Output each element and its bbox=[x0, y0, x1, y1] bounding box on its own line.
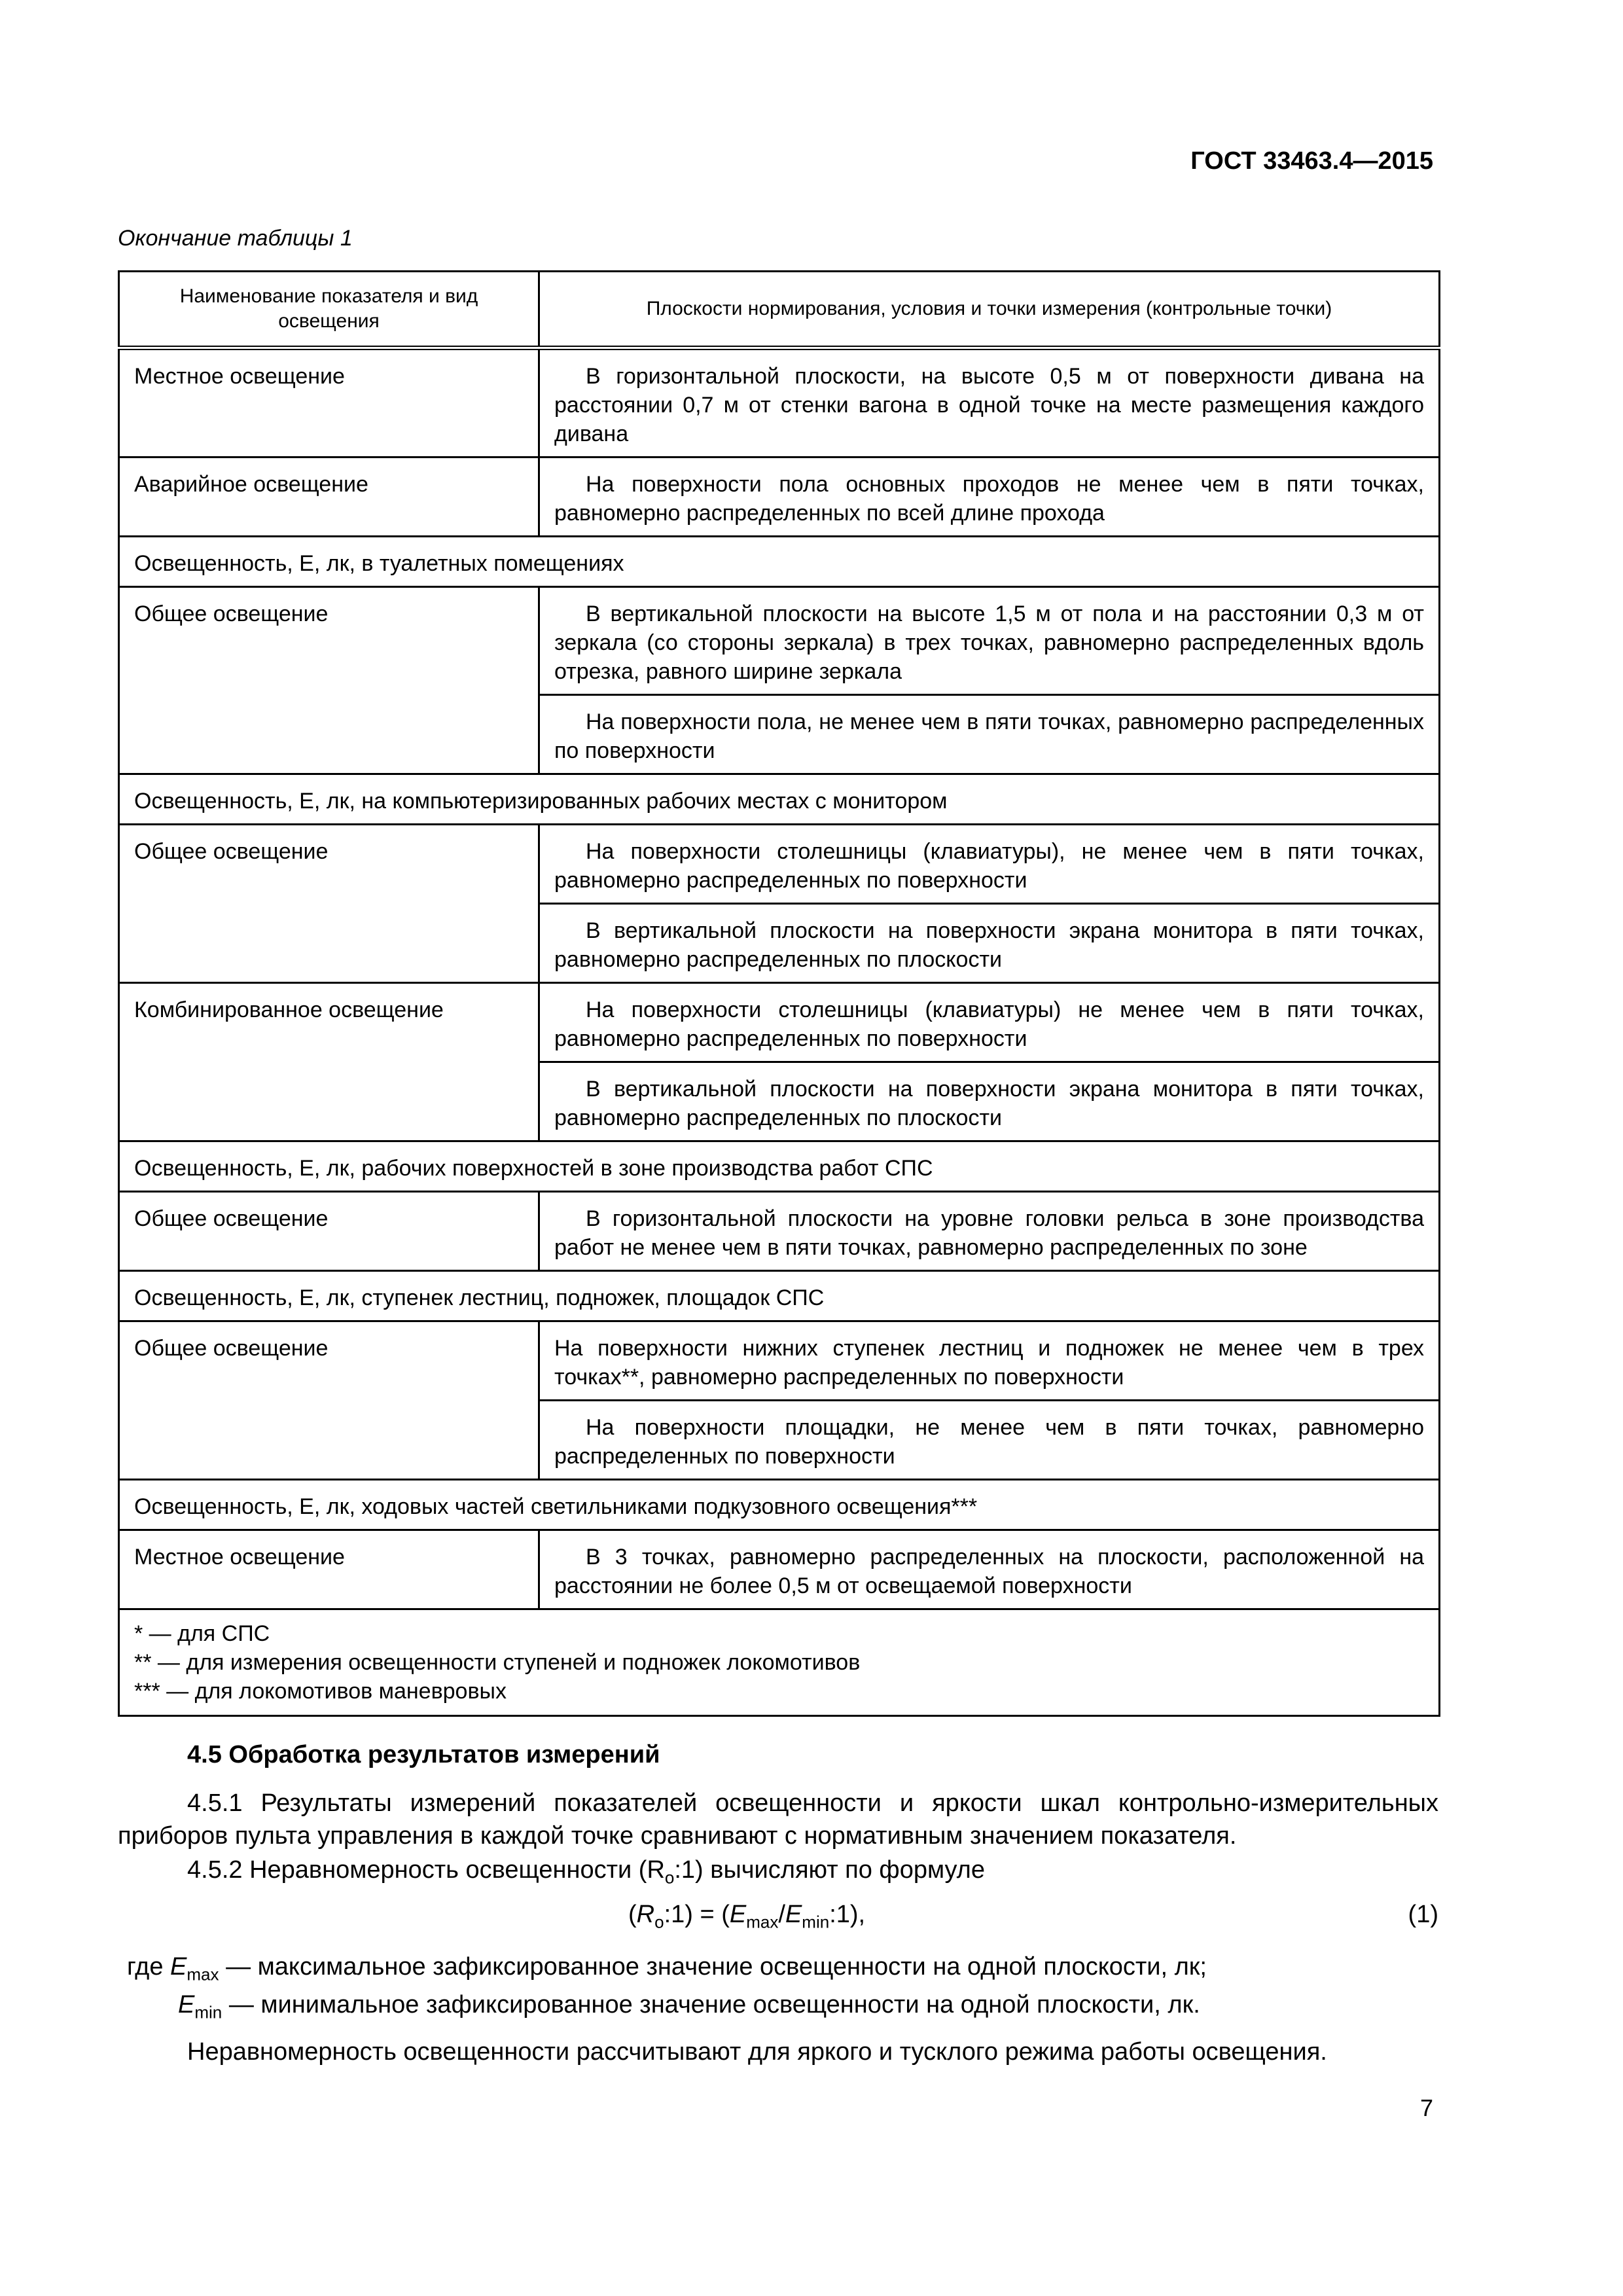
formula-number: (1) bbox=[1408, 1901, 1438, 1928]
standard-code: ГОСТ 33463.4—2015 bbox=[1190, 147, 1433, 175]
emin-definition: — минимальное зафиксированное значение освещенности на одной плоскости, лк. bbox=[222, 1991, 1200, 2018]
table-row bbox=[119, 457, 1440, 537]
table-footnotes bbox=[119, 1609, 1440, 1716]
row-name: Общее освещение bbox=[119, 1321, 539, 1480]
row-name: Общее освещение bbox=[119, 587, 539, 774]
col-header-conditions: Плоскости нормирования, условия и точки измерения (контрольные точки) bbox=[539, 272, 1440, 348]
table-row bbox=[119, 1192, 1440, 1271]
emax-symbol: E bbox=[170, 1953, 187, 1981]
table-row bbox=[119, 348, 1440, 457]
footnote: ** — для измерения освещенности ступеней и подножек локомотивов bbox=[134, 1650, 861, 1675]
where-lead: где bbox=[127, 1953, 164, 1981]
row-name: Местное освещение bbox=[119, 348, 539, 457]
row-desc: В вертикальной плоскости на поверхности экрана монитора в пяти точках, равномерно распределенных по плоскости bbox=[539, 904, 1440, 983]
row-name: Аварийное освещение bbox=[119, 457, 539, 537]
row-desc: В горизонтальной плоскости на уровне головки рельса в зоне производства работ не менее чем в пяти точках, равномерно распределенных по зоне bbox=[539, 1192, 1440, 1271]
section-row bbox=[119, 774, 1440, 825]
section-row-label: Освещенность, Е, лк, рабочих поверхностей в зоне производства работ СПС bbox=[119, 1141, 1440, 1192]
table-row bbox=[119, 1321, 1440, 1401]
measurement-table bbox=[118, 270, 1440, 1717]
page-number: 7 bbox=[1419, 2094, 1433, 2121]
section-row bbox=[119, 1141, 1440, 1192]
section-row-label: Освещенность, Е, лк, ступенек лестниц, подножек, площадок СПС bbox=[119, 1271, 1440, 1321]
section-row bbox=[119, 537, 1440, 587]
emax-definition: — максимальное зафиксированное значение освещенности на одной плоскости, лк; bbox=[219, 1953, 1207, 1981]
table-header-row bbox=[119, 272, 1440, 348]
paragraph-4-5-2 bbox=[118, 1854, 1438, 1894]
footnotes-row bbox=[119, 1609, 1440, 1716]
paragraph-text: :1) вычисляют по формуле bbox=[674, 1856, 985, 1884]
where-emax: где $E_{max}$ — максимальное зафиксированное значение освещенности на одной плоскости, лк; bbox=[118, 1949, 1438, 1992]
subscript: o bbox=[664, 1867, 675, 1888]
row-desc: В горизонтальной плоскости, на высоте 0,5 м от поверхности дивана на расстоянии 0,7 м от стенки вагона в одной точке на месте размещения каждого дивана bbox=[539, 348, 1440, 457]
row-desc: На поверхности столешницы (клавиатуры) не менее чем в пяти точках, равномерно распределенных по поверхности bbox=[539, 983, 1440, 1062]
row-desc: На поверхности нижних ступенек лестниц и подножек не менее чем в трех точках**, равномерно распределенных по поверхности bbox=[539, 1321, 1440, 1401]
row-name: Общее освещение bbox=[119, 1192, 539, 1271]
table-row bbox=[119, 587, 1440, 695]
section-row-label: Освещенность, Е, лк, в туалетных помещениях bbox=[119, 537, 1440, 587]
formula-expression: $(R_o:1)$ = $(E_{max}/E_{min}:1)$, bbox=[628, 1901, 866, 1932]
row-desc: В вертикальной плоскости на высоте 1,5 м от пола и на расстоянии 0,3 м от зеркала (со стороны зеркала) в трех точках, равномерно распределенных вдоль отрезка, равного ширине зеркала bbox=[539, 587, 1440, 695]
table-row bbox=[119, 825, 1440, 904]
row-name: Общее освещение bbox=[119, 825, 539, 983]
paragraph-text: 4.5.2 Неравномерность освещенности (R bbox=[187, 1856, 665, 1884]
col-header-indicator: Наименование показателя и вид освещения bbox=[119, 272, 539, 348]
table-row bbox=[119, 983, 1440, 1062]
row-desc: В 3 точках, равномерно распределенных на плоскости, расположенной на расстоянии не более 0,5 м от освещаемой поверхности bbox=[539, 1530, 1440, 1609]
table-row bbox=[119, 1530, 1440, 1609]
table-caption: Окончание таблицы 1 bbox=[118, 226, 353, 251]
row-name: Местное освещение bbox=[119, 1530, 539, 1609]
section-row-label: Освещенность, Е, лк, на компьютеризированных рабочих местах с монитором bbox=[119, 774, 1440, 825]
row-desc: В вертикальной плоскости на поверхности экрана монитора в пяти точках, равномерно распределенных по плоскости bbox=[539, 1062, 1440, 1141]
paragraph-text: Неравномерность освещенности рассчитывают для яркого и тусклого режима работы освещения. bbox=[187, 2038, 1327, 2066]
section-row bbox=[119, 1271, 1440, 1321]
emin-symbol: E bbox=[178, 1991, 195, 2018]
row-desc: На поверхности пола, не менее чем в пяти точках, равномерно распределенных по поверхности bbox=[539, 695, 1440, 774]
section-row bbox=[119, 1480, 1440, 1530]
paragraph-nonuniformity bbox=[118, 2036, 1438, 2068]
paragraph-4-5-1 bbox=[118, 1787, 1438, 1852]
row-desc: На поверхности площадки, не менее чем в пяти точках, равномерно распределенных по поверхности bbox=[539, 1401, 1440, 1480]
section-row-label: Освещенность, Е, лк, ходовых частей светильниками подкузовного освещения*** bbox=[119, 1480, 1440, 1530]
section-title: 4.5 Обработка результатов измерений bbox=[187, 1741, 660, 1768]
row-desc: На поверхности пола основных проходов не менее чем в пяти точках, равномерно распределенных по всей длине прохода bbox=[539, 457, 1440, 537]
footnote: *** — для локомотивов маневровых bbox=[134, 1679, 507, 1704]
paragraph-text: 4.5.1 Результаты измерений показателей освещенности и яркости шкал контрольно-измерительных приборов пульта управления в каждой точке сравнивают с нормативным значением показателя. bbox=[118, 1789, 1438, 1850]
row-desc: На поверхности столешницы (клавиатуры), не менее чем в пяти точках, равномерно распределенных по поверхности bbox=[539, 825, 1440, 904]
footnote: * — для СПС bbox=[134, 1621, 270, 1646]
row-name: Комбинированное освещение bbox=[119, 983, 539, 1141]
where-emin: $E_{min}$ — минимальное зафиксированное значение освещенности на одной плоскости, лк. bbox=[178, 1991, 1200, 2022]
